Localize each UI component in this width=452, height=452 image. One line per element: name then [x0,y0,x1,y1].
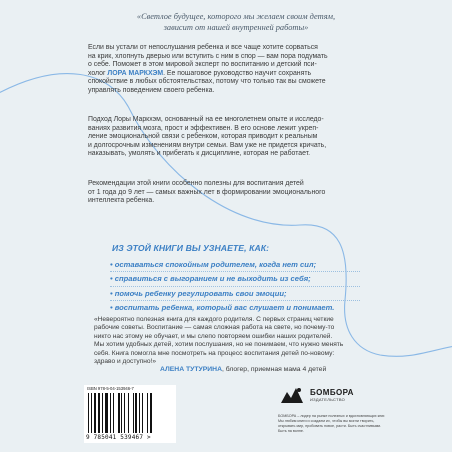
review-author-role: , блогер, приемная мама 4 детей [222,366,327,373]
barcode-bar [91,393,92,433]
barcode-bar [118,393,120,433]
barcode-bar [88,393,89,433]
barcode-bar [94,393,97,433]
learn-item: • воспитать ребенка, который вас слушает и понимает. [110,303,335,313]
publisher-desc-line: БОМБОРА – лидер на рынке полезных и вдохновляющих книг. [278,414,386,418]
author-highlight: ЛОРА МАРКХЭМ [107,69,164,77]
top-quote [96,12,376,33]
barcode-bar [150,393,152,433]
barcode-bar [142,393,143,433]
publisher-description [278,414,386,434]
barcode-bar [133,393,134,433]
barcode-digits: 9 785041 539467 > [86,434,151,441]
learn-list [110,258,360,315]
review-line: «Невероятно полезная книга для каждого родителя. С первых страниц четкие [94,316,334,323]
intro-line-start: холог [88,69,108,77]
barcode-bar [98,393,100,433]
recommendation-line: Рекомендации этой книги особенно полезны для воспитания детей [88,180,304,187]
intro-line: управлять поведением своего ребенка. [88,86,215,94]
learn-item: • оставаться спокойным родителем, когда нет сил; [110,260,317,269]
barcode-bars [88,393,172,433]
barcode-bar [139,393,141,433]
intro-line: спокойствие в любых обстоятельствах, потому что только так вы сможете [88,78,326,86]
review-author-name: АЛЕНА ТУТУРИНА [160,366,222,373]
review-quote [94,316,370,366]
publisher-logo-icon [278,384,306,406]
isbn-text: ISBN 978-5-04-153946-7 [87,386,134,391]
review-line: никто нас этому не обучает, и мы слепо повторяем ошибки наших родителей. [94,332,333,340]
review-line: здраво и доступно!» [94,358,157,366]
publisher-name: БОМБОРА [310,388,354,397]
intro-line-end: . Ее пошаговое руководство научит сохранять [163,69,312,77]
learn-item: • справиться с выгоранием и не выходить из себя; [110,274,311,284]
approach-line: и долгосрочным изменениям внутри семьи. Вам уже не придется кричать, [88,141,327,149]
review-line: Мы хотим удобных детей, хотим послушания, но не понимаем, что нужно менять [94,341,344,349]
review-line: себя. Книга помогла мне посмотреть на процесс воспитания детей по-новому: [94,349,335,357]
intro-line: на крик, хлопнуть дверью или вступить с ним в спор — вам пора подумать [88,52,328,60]
barcode-bar [105,393,108,433]
intro-line: Если вы устали от непослушания ребенка и все чаще хотите сорваться [88,44,318,51]
recommendation-line: интеллекта ребенка. [88,197,155,205]
intro-paragraph [88,44,370,96]
barcode-bar [102,393,103,433]
publisher-desc-line: Быть на волне. [278,429,304,433]
barcode-bar [147,393,148,433]
top-quote-line: зависит от нашей внутренней работы» [163,22,309,32]
barcode-bar [121,393,122,433]
top-quote-line: «Светлое будущее, которого мы желаем своим детям, [136,12,336,21]
barcode-bar [135,393,137,433]
recommendation-line: от 1 года до 9 лет — самых важных лет в формировании эмоционального [88,188,326,196]
approach-line: ваниях развития мозга, прост и эффективен. В его основе лежит укреп- [88,124,319,132]
approach-line: ление эмоциональной связи с ребенком, которая приводит к реальным [88,133,318,141]
publisher-desc-line: Мы любим книги и создаем их, чтобы вы могли творить, [278,419,375,423]
learn-item: • помочь ребенку регулировать свои эмоции; [110,288,287,298]
barcode-bar [113,393,114,433]
publisher-subtitle: ИЗДАТЕЛЬСТВО [310,397,346,402]
approach-line: Подход Лоры Маркхэм, основанный на ее многолетнем опыте и исследо- [88,116,324,123]
publisher-desc-line: открывать мир, пробовать новое, расти. Быть счастливыми. [278,424,382,428]
barcode-bar [128,393,129,433]
barcode-bar [110,393,111,433]
approach-line: наказывать, умолять и прибегать к дисциплине, которая не работает. [88,150,311,158]
learn-title: ИЗ ЭТОЙ КНИГИ ВЫ УЗНАЕТЕ, КАК: [112,243,270,253]
approach-paragraph [88,116,370,159]
recommendation-paragraph [88,180,370,206]
intro-line: о себе. Поможет в этом мировой эксперт по воспитанию и детский пси- [88,61,317,69]
barcode [84,385,176,443]
barcode-bar [124,393,126,433]
review-author [160,366,326,373]
review-line: рабочие советы. Воспитание — самая сложная работа на свете, но почему-то [94,324,335,332]
